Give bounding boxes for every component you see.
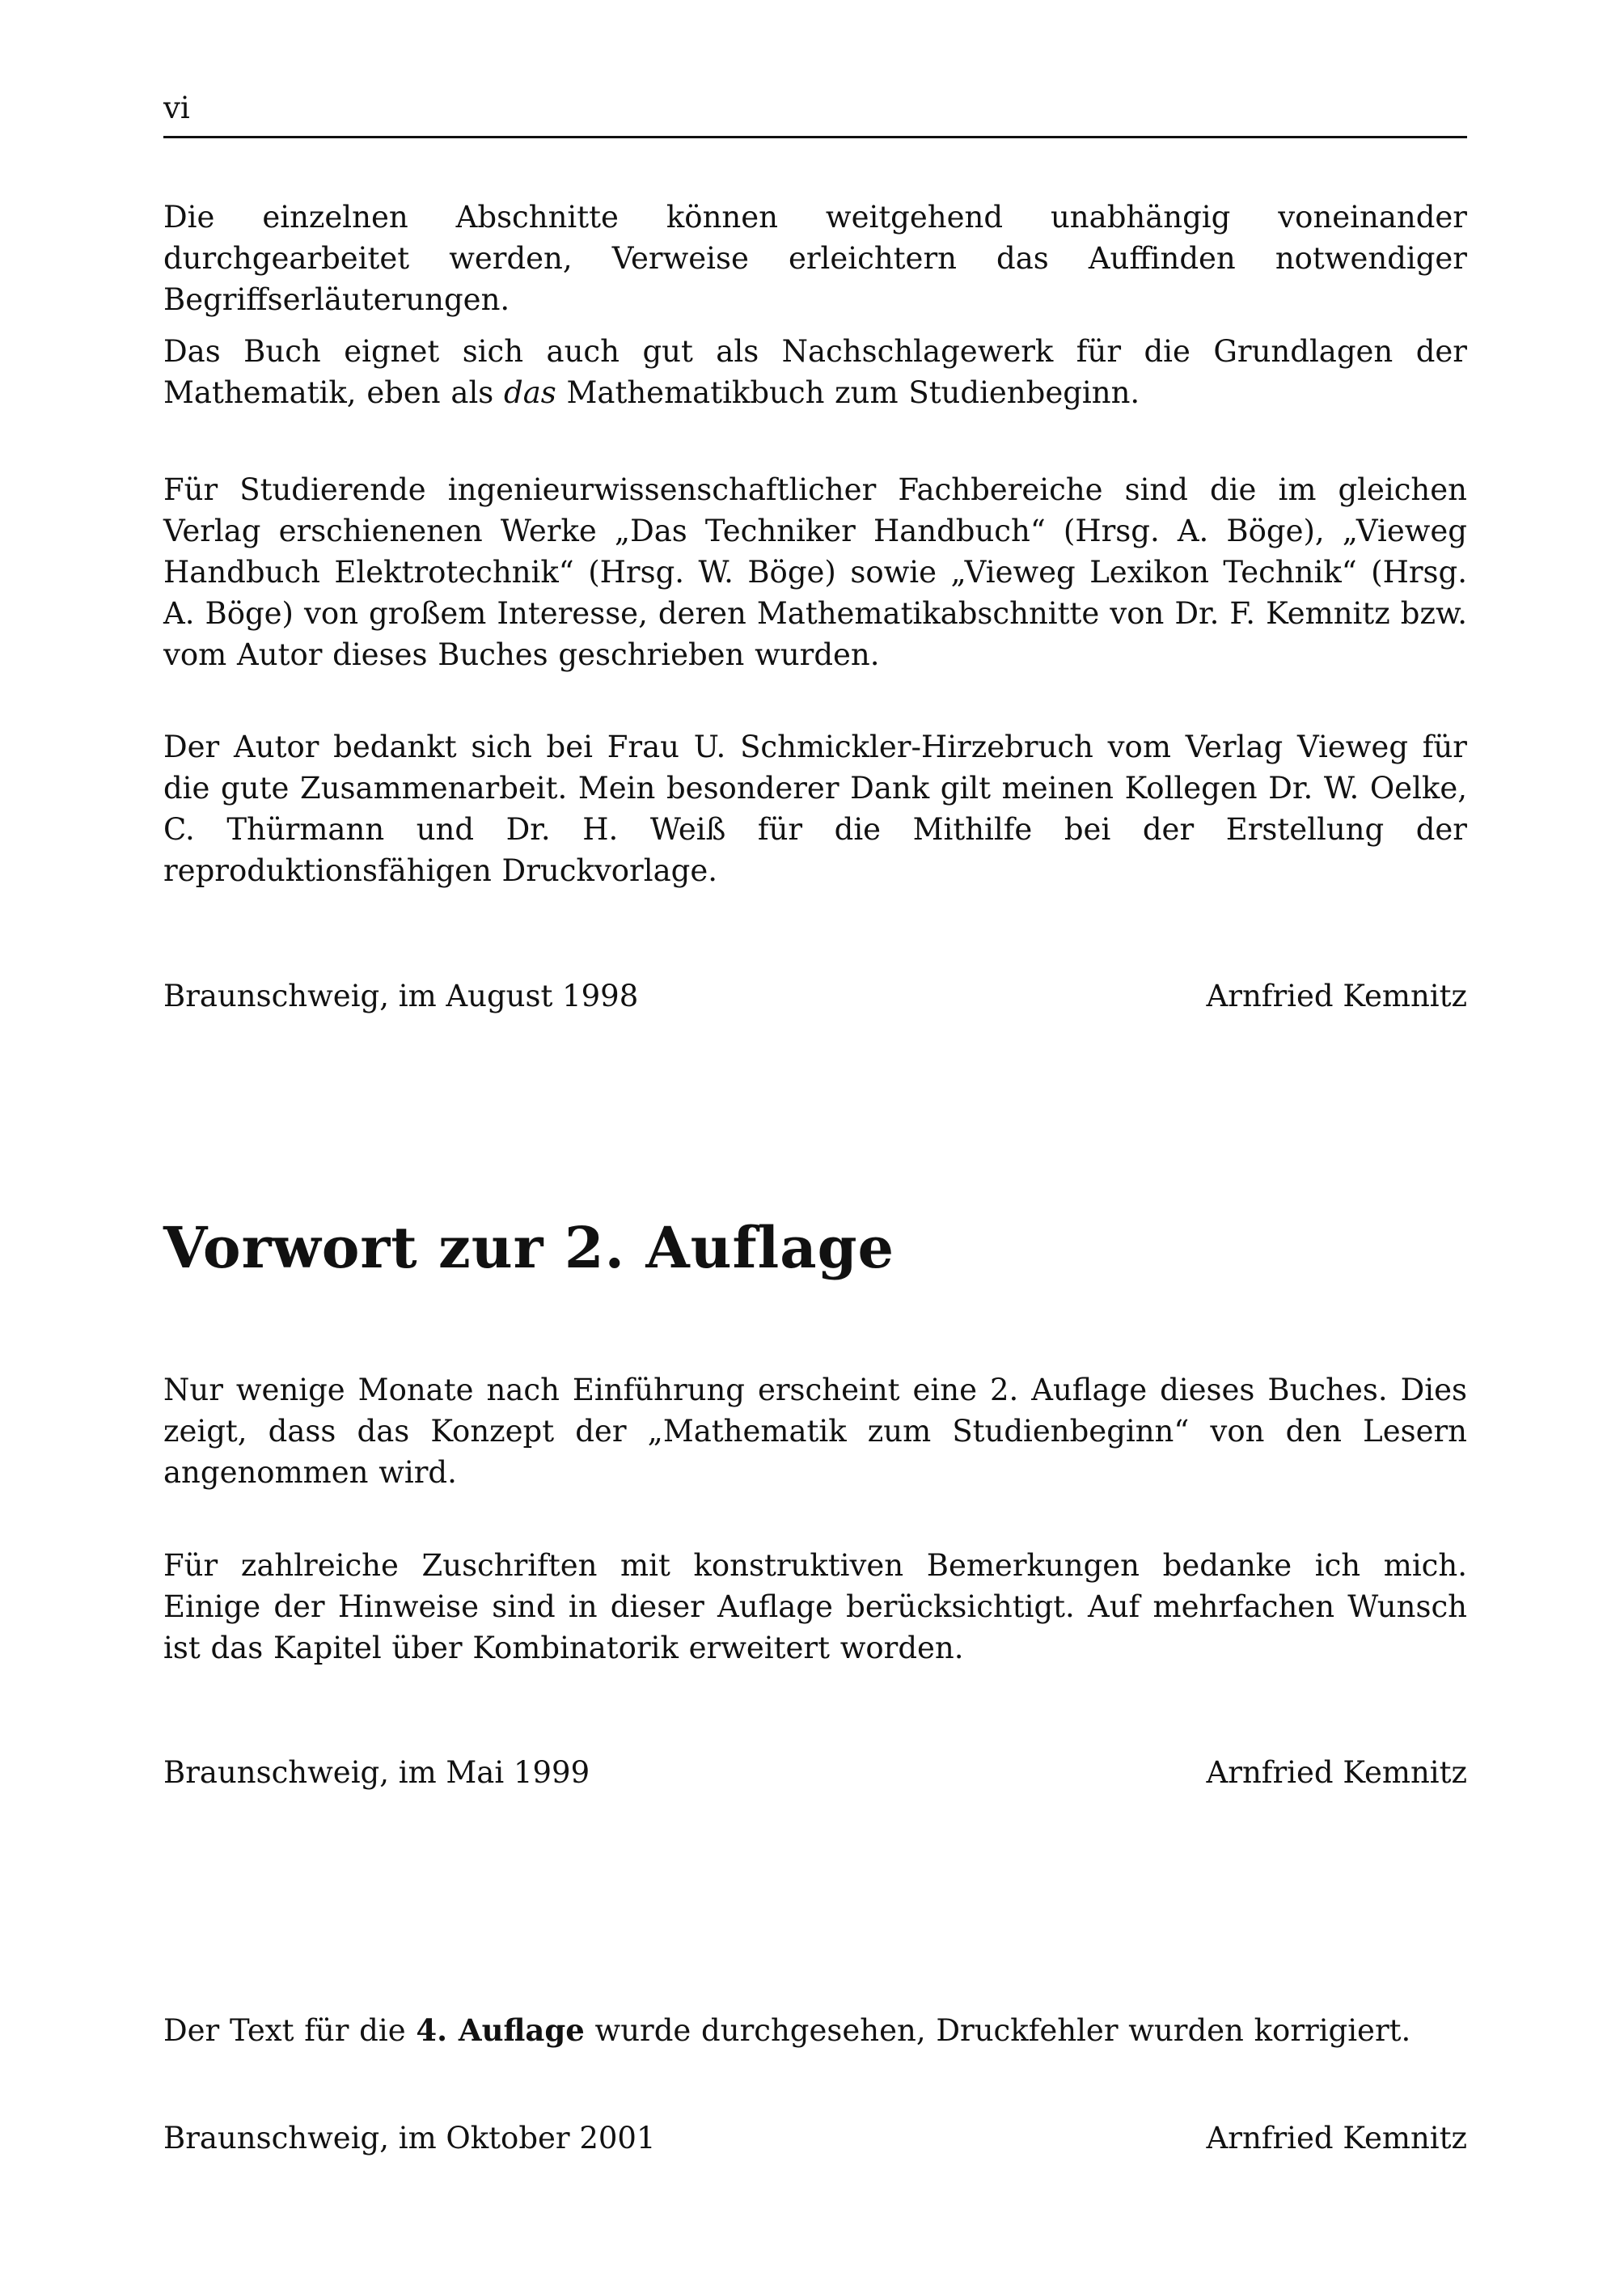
page-number: vi xyxy=(163,91,190,125)
book-page xyxy=(163,0,1467,2293)
fourth-edition-note xyxy=(163,2010,1467,2051)
second-edition-place-date: Braunschweig, im Mai 1999 xyxy=(163,1755,590,1790)
foreword-paragraph-2-emphasis: das xyxy=(504,375,556,410)
fourth-edition-place-date: Braunschweig, im Oktober 2001 xyxy=(163,2121,656,2156)
second-edition-paragraph-2: Für zahlreiche Zuschriften mit konstruktiven Bemerkungen bedanke ich mich. Einige der Hinweise sind in dieser Auflage berücksichtigt. Auf mehrfachen Wunsch ist das Kapitel über Kombinatorik erweitert worden. xyxy=(163,1548,1467,1665)
second-edition-author: Arnfried Kemnitz xyxy=(1206,1755,1467,1790)
fourth-edition-signature xyxy=(163,2117,1467,2160)
foreword-signature xyxy=(163,975,1467,1017)
running-header xyxy=(163,89,1467,138)
foreword-paragraph-3: Für Studierende ingenieurwissenschaftlicher Fachbereiche sind die im gleichen Verlag erschienenen Werke „Das Techniker Handbuch“ (Hrsg. A. Böge), „Vieweg Handbuch Elektrotechnik“ (Hrsg. W. Böge) sowie „Vieweg Lexikon Technik“ (Hrsg. A. Böge) von großem Interesse, deren Mathematikabschnitte von Dr. F. Kemnitz bzw. vom Autor dieses Buches geschrieben wurden. xyxy=(163,472,1467,672)
foreword-author: Arnfried Kemnitz xyxy=(1206,979,1467,1013)
fourth-edition-author: Arnfried Kemnitz xyxy=(1206,2121,1467,2156)
foreword-paragraph-2 xyxy=(163,331,1467,413)
fourth-edition-emphasis: 4. Auflage xyxy=(416,2012,585,2048)
foreword-paragraph-2-text-after: Mathematikbuch zum Studienbeginn. xyxy=(556,375,1140,410)
fourth-edition-text-after: wurde durchgesehen, Druckfehler wurden korrigiert. xyxy=(584,2013,1411,2048)
foreword-place-date: Braunschweig, im August 1998 xyxy=(163,979,639,1013)
fourth-edition-text-before: Der Text für die xyxy=(163,2013,417,2048)
foreword-paragraph-4: Der Autor bedankt sich bei Frau U. Schmickler-Hirzebruch vom Verlag Vieweg für die gute Zusammenarbeit. Mein besonderer Dank gilt meinen Kollegen Dr. W. Oelke, C. Thürmann und Dr. H. Weiß für die Mithilfe bei der Erstellung der reproduktionsfähigen Druckvorlage. xyxy=(163,730,1467,888)
second-edition-signature xyxy=(163,1752,1467,1794)
second-edition-paragraph-1: Nur wenige Monate nach Einführung erscheint eine 2. Auflage dieses Buches. Dies zeigt, dass das Konzept der „Mathematik zum Studienbeginn“ von den Lesern angenommen wird. xyxy=(163,1373,1467,1490)
second-edition-heading: Vorwort zur 2. Auflage xyxy=(163,1214,895,1281)
foreword-paragraph-2-text-before: Das Buch eignet sich auch gut als Nachschlagewerk für die Grundlagen der Mathematik, eben als xyxy=(163,334,1467,410)
foreword-paragraph-1: Die einzelnen Abschnitte können weitgehend unabhängig voneinander durchgearbeitet werden, Verweise erleichtern das Auffinden notwendiger Begriffserläuterungen. xyxy=(163,200,1467,317)
